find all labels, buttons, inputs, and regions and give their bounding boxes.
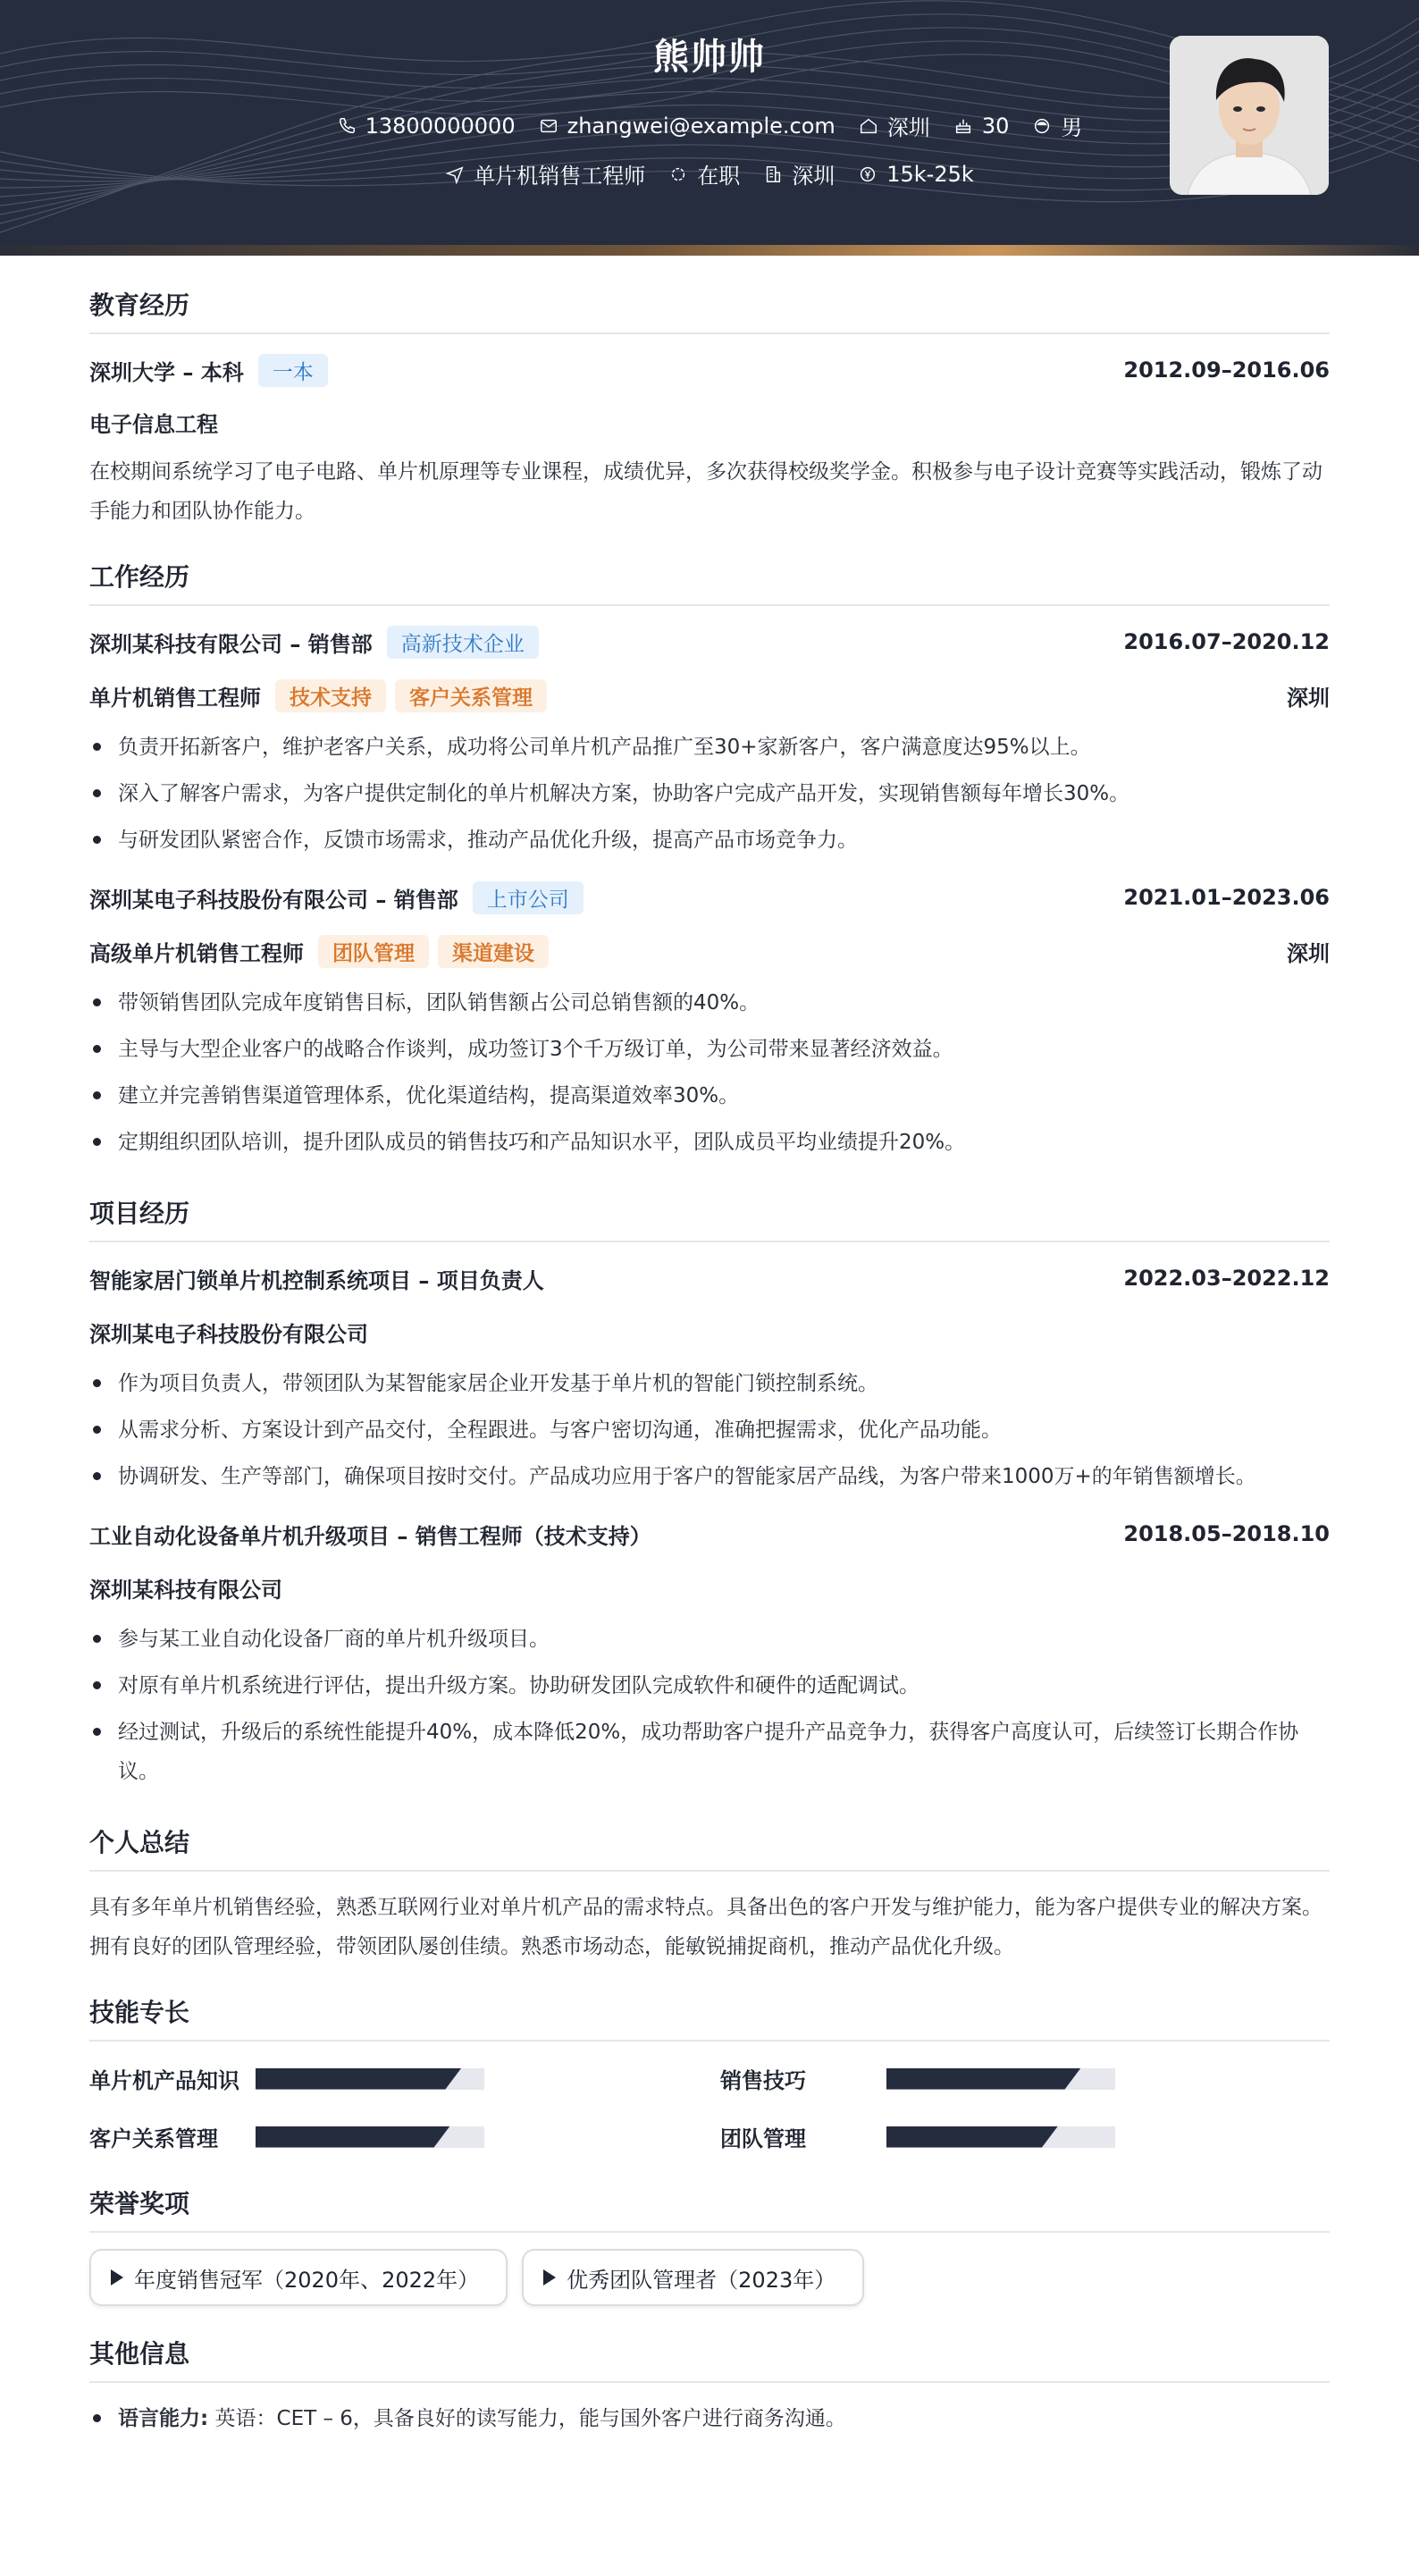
section-title-awards: 荣誉奖项 <box>89 2185 1330 2233</box>
phone-item <box>337 114 516 139</box>
language-label: 语言能力: <box>118 2407 209 2430</box>
work-entry <box>89 878 1330 1162</box>
other-list <box>89 2399 1330 2438</box>
phone-text: 13800000000 <box>365 113 516 139</box>
yen-coin-icon <box>858 164 877 184</box>
work-date: 2016.07–2020.12 <box>1123 629 1330 654</box>
skill-bar <box>256 2068 484 2090</box>
target-job-text: 单片机销售工程师 <box>474 164 646 189</box>
list-item: 带领销售团队完成年度销售目标，团队销售额占公司总销售额的40%。 <box>89 983 1330 1023</box>
work-entry <box>89 622 1330 860</box>
major-row <box>89 402 1330 442</box>
project-name-row <box>89 1514 1330 1553</box>
list-item: 经过测试，升级后的系统性能提升40%，成本降低20%，成功帮助客户提升产品竞争力，获得客户高度认可，后续签订长期合作协议。 <box>89 1713 1330 1791</box>
skill-item <box>720 2121 1330 2152</box>
target-job-item <box>445 158 645 189</box>
gender-item <box>1032 110 1082 141</box>
work-company: 深圳某科技有限公司 – 销售部 <box>89 631 373 657</box>
play-icon <box>111 2269 123 2286</box>
list-item: 建立并完善销售渠道管理体系，优化渠道结构，提高渠道效率30%。 <box>89 1076 1330 1115</box>
summary-text: 具有多年单片机销售经验，熟悉互联网行业对单片机产品的需求特点。具备出色的客户开发与维护能力，能为客户提供专业的解决方案。拥有良好的团队管理经验，带领团队屡创佳绩。熟悉市场动态，能敏锐捕捉商机，推动产品优化升级。 <box>89 1896 1322 1958</box>
section-title-work: 工作经历 <box>89 558 1330 606</box>
age-item <box>953 114 1010 139</box>
gender-icon <box>1032 116 1052 136</box>
avatar <box>1170 36 1329 195</box>
resume-content <box>89 286 1330 2446</box>
award-chip <box>522 2249 864 2306</box>
education-description: 在校期间系统学习了电子电路、单片机原理等专业课程，成绩优异，多次获得校级奖学金。积极参与电子设计竞赛等实践活动，锻炼了动手能力和团队协作能力。 <box>89 460 1322 523</box>
status-text: 在职 <box>697 164 741 189</box>
home-icon <box>859 116 878 136</box>
skill-bar <box>886 2068 1115 2090</box>
section-title-education: 教育经历 <box>89 286 1330 334</box>
list-item: 主导与大型企业客户的战略合作谈判，成功签订3个千万级订单，为公司带来显著经济效益。 <box>89 1030 1330 1069</box>
salary-text: 15k-25k <box>886 161 974 187</box>
work-company-row <box>89 878 1330 917</box>
skill-tag: 渠道建设 <box>438 935 549 968</box>
award-text: 年度销售冠军（2020年、2022年） <box>134 2267 480 2293</box>
project-date: 2018.05–2018.10 <box>1123 1521 1330 1546</box>
company-tag: 高新技术企业 <box>387 626 539 659</box>
email-text: zhangwei@example.com <box>567 113 835 139</box>
skill-item <box>89 2063 720 2094</box>
section-title-summary: 个人总结 <box>89 1823 1330 1872</box>
candidate-name: 熊帅帅 <box>653 37 766 78</box>
project-name: 智能家居门锁单片机控制系统项目 – 项目负责人 <box>89 1267 544 1293</box>
skill-name: 团队管理 <box>720 2126 806 2151</box>
skill-tag: 客户关系管理 <box>395 679 547 712</box>
list-item: 作为项目负责人，带领团队为某智能家居企业开发基于单片机的智能门锁控制系统。 <box>89 1364 1330 1403</box>
project-name: 工业自动化设备单片机升级项目 – 销售工程师（技术支持） <box>89 1523 651 1549</box>
skill-item <box>89 2121 720 2152</box>
work-title-row <box>89 676 1330 715</box>
project-org-row <box>89 1568 1330 1607</box>
project-org: 深圳某科技有限公司 <box>89 1577 282 1603</box>
work-company: 深圳某电子科技股份有限公司 – 销售部 <box>89 887 458 913</box>
list-item: 协调研发、生产等部门，确保项目按时交付。产品成功应用于客户的智能家居产品线，为客户带来1000万+的年销售额增长。 <box>89 1457 1330 1496</box>
skill-fill <box>886 2126 1058 2148</box>
school-degree: 深圳大学 – 本科 <box>89 359 244 385</box>
project-org: 深圳某电子科技股份有限公司 <box>89 1321 368 1347</box>
salary-item <box>858 162 974 187</box>
status-item <box>668 158 740 189</box>
work-date: 2021.01–2023.06 <box>1123 885 1330 910</box>
email-item <box>539 114 835 139</box>
language-text: 英语：CET – 6，具备良好的读写能力，能与国外客户进行商务沟通。 <box>214 2407 846 2430</box>
mail-icon <box>539 116 558 136</box>
school-tag: 一本 <box>258 354 328 387</box>
education-date: 2012.09–2016.06 <box>1123 358 1330 383</box>
building-icon <box>763 164 783 184</box>
target-city-item <box>763 158 835 189</box>
skill-name: 单片机产品知识 <box>89 2068 239 2093</box>
list-item: 负责开拓新客户，维护老客户关系，成功将公司单片机产品推广至30+家新客户，客户满意度达95%以上。 <box>89 728 1330 767</box>
gender-text: 男 <box>1061 115 1083 140</box>
project-name-row <box>89 1259 1330 1298</box>
resume-header <box>0 0 1419 245</box>
project-entry <box>89 1514 1330 1791</box>
work-location: 深圳 <box>1287 685 1330 711</box>
header-accent-bar <box>0 245 1419 256</box>
awards-row <box>89 2249 1330 2306</box>
project-entry <box>89 1259 1330 1496</box>
city-text: 深圳 <box>886 115 930 140</box>
list-item: 对原有单片机系统进行评估，提出升级方案。协助研发团队完成软件和硬件的适配调试。 <box>89 1666 1330 1705</box>
status-icon <box>668 164 688 184</box>
section-title-projects: 项目经历 <box>89 1194 1330 1242</box>
work-title-row <box>89 931 1330 971</box>
project-date: 2022.03–2022.12 <box>1123 1266 1330 1291</box>
work-location: 深圳 <box>1287 940 1330 966</box>
city-item <box>859 110 930 141</box>
list-item: 定期组织团队培训，提升团队成员的销售技巧和产品知识水平，团队成员平均业绩提升20%。 <box>89 1123 1330 1162</box>
project-org-row <box>89 1312 1330 1351</box>
award-text: 优秀团队管理者（2023年） <box>567 2267 836 2293</box>
skill-tag: 团队管理 <box>318 935 429 968</box>
education-header <box>89 350 1330 390</box>
list-item <box>89 2399 1330 2438</box>
cake-icon <box>953 116 973 136</box>
list-item: 参与某工业自动化设备厂商的单片机升级项目。 <box>89 1620 1330 1659</box>
company-tag: 上市公司 <box>473 881 584 914</box>
send-icon <box>445 164 465 184</box>
list-item: 从需求分析、方案设计到产品交付，全程跟进。与客户密切沟通，准确把握需求，优化产品功能。 <box>89 1410 1330 1450</box>
section-title-skills: 技能专长 <box>89 1993 1330 2041</box>
skill-name: 客户关系管理 <box>89 2126 218 2151</box>
work-company-row <box>89 622 1330 661</box>
work-title: 单片机销售工程师 <box>89 685 261 711</box>
work-bullets <box>89 728 1330 860</box>
list-item: 与研发团队紧密合作，反馈市场需求，推动产品优化升级，提高产品市场竞争力。 <box>89 821 1330 860</box>
work-title: 高级单片机销售工程师 <box>89 940 304 966</box>
skill-item <box>720 2063 1330 2094</box>
skill-fill <box>256 2068 461 2090</box>
work-bullets <box>89 983 1330 1162</box>
skill-name: 销售技巧 <box>720 2068 806 2093</box>
age-text: 30 <box>981 113 1010 139</box>
skills-grid <box>89 2063 1330 2152</box>
list-item: 深入了解客户需求，为客户提供定制化的单片机解决方案，协助客户完成产品开发，实现销售额每年增长30%。 <box>89 774 1330 813</box>
skill-tag: 技术支持 <box>275 679 386 712</box>
skill-bar <box>256 2126 484 2148</box>
play-icon <box>543 2269 556 2286</box>
phone-icon <box>337 116 357 136</box>
project-bullets <box>89 1620 1330 1791</box>
award-chip <box>89 2249 508 2306</box>
project-bullets <box>89 1364 1330 1496</box>
target-city-text: 深圳 <box>792 164 835 189</box>
skill-fill <box>256 2126 450 2148</box>
skill-fill <box>886 2068 1081 2090</box>
major: 电子信息工程 <box>89 411 218 437</box>
section-title-other: 其他信息 <box>89 2335 1330 2383</box>
skill-bar <box>886 2126 1115 2148</box>
